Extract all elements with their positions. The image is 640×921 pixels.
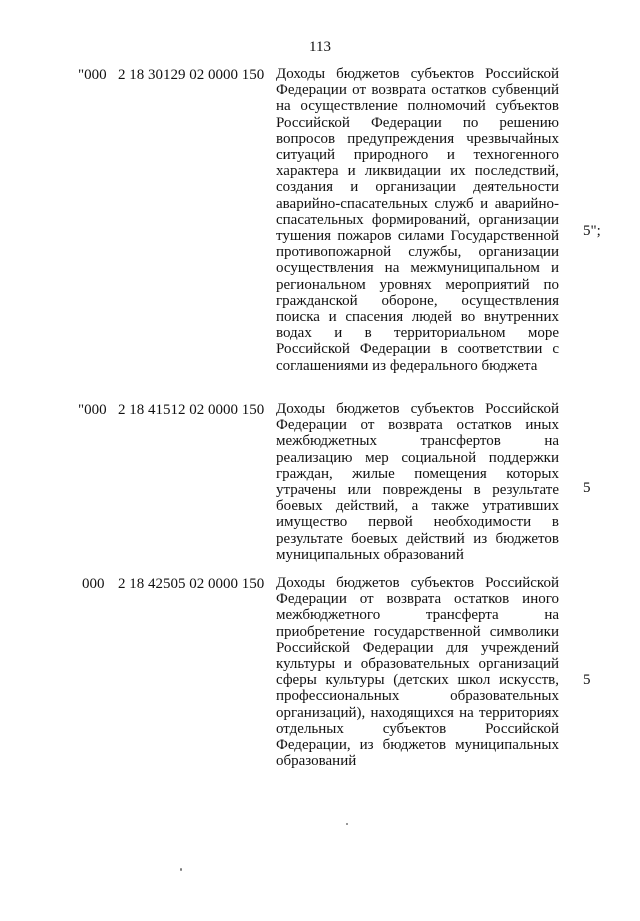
row-amount: 5 xyxy=(583,672,591,688)
row-description: Доходы бюджетов субъектов Российской Федерации от возврата остатков субвенций на осуществление полномочий субъектов Российской Федерации по решению вопросов предупреждения чрезвычайных ситуаций природного и техногенного характера и ликвидации их последствий, создания и организации деятельности аварийно-спасательных служб и аварийно-спасательных формирований, организации тушения пожаров силами Государственной противопожарной службы, организации осуществления на межмуниципальном и региональном уровнях мероприятий по гражданской обороне, осуществления поиска и спасения людей во внутренних водах и в территориальном море Российской Федерации в соответствии с соглашениями из федерального бюджета xyxy=(276,66,559,374)
code-prefix: 000 xyxy=(82,576,105,592)
row-amount: 5 xyxy=(583,480,591,496)
code-prefix: "000 xyxy=(78,402,107,418)
scan-speck xyxy=(346,823,348,825)
scan-speck xyxy=(180,868,182,871)
row-description: Доходы бюджетов субъектов Российской Федерации от возврата остатков иных межбюджетных трансфертов на реализацию мер социальной поддержки граждан, жилые помещения которых утрачены или повреждены в результате боевых действий, а также утративших имущество первой необходимости в результате боевых действий из бюджетов муниципальных образований xyxy=(276,401,559,563)
budget-classification-code: 2 18 42505 02 0000 150 xyxy=(118,576,265,592)
row-amount: 5"; xyxy=(583,223,601,239)
code-prefix: "000 xyxy=(78,67,107,83)
budget-classification-code: 2 18 30129 02 0000 150 xyxy=(118,67,265,83)
row-description: Доходы бюджетов субъектов Российской Федерации от возврата остатков иного межбюджетного трансферта на приобретение государственной символики Российской Федерации для учреждений культуры и образовательных организаций сферы культуры (детских школ искусств, профессиональных образовательных организаций), находящихся на территориях отдельных субъектов Российской Федерации, из бюджетов муниципальных образований xyxy=(276,575,559,770)
page-number: 113 xyxy=(309,39,331,55)
budget-classification-code: 2 18 41512 02 0000 150 xyxy=(118,402,265,418)
